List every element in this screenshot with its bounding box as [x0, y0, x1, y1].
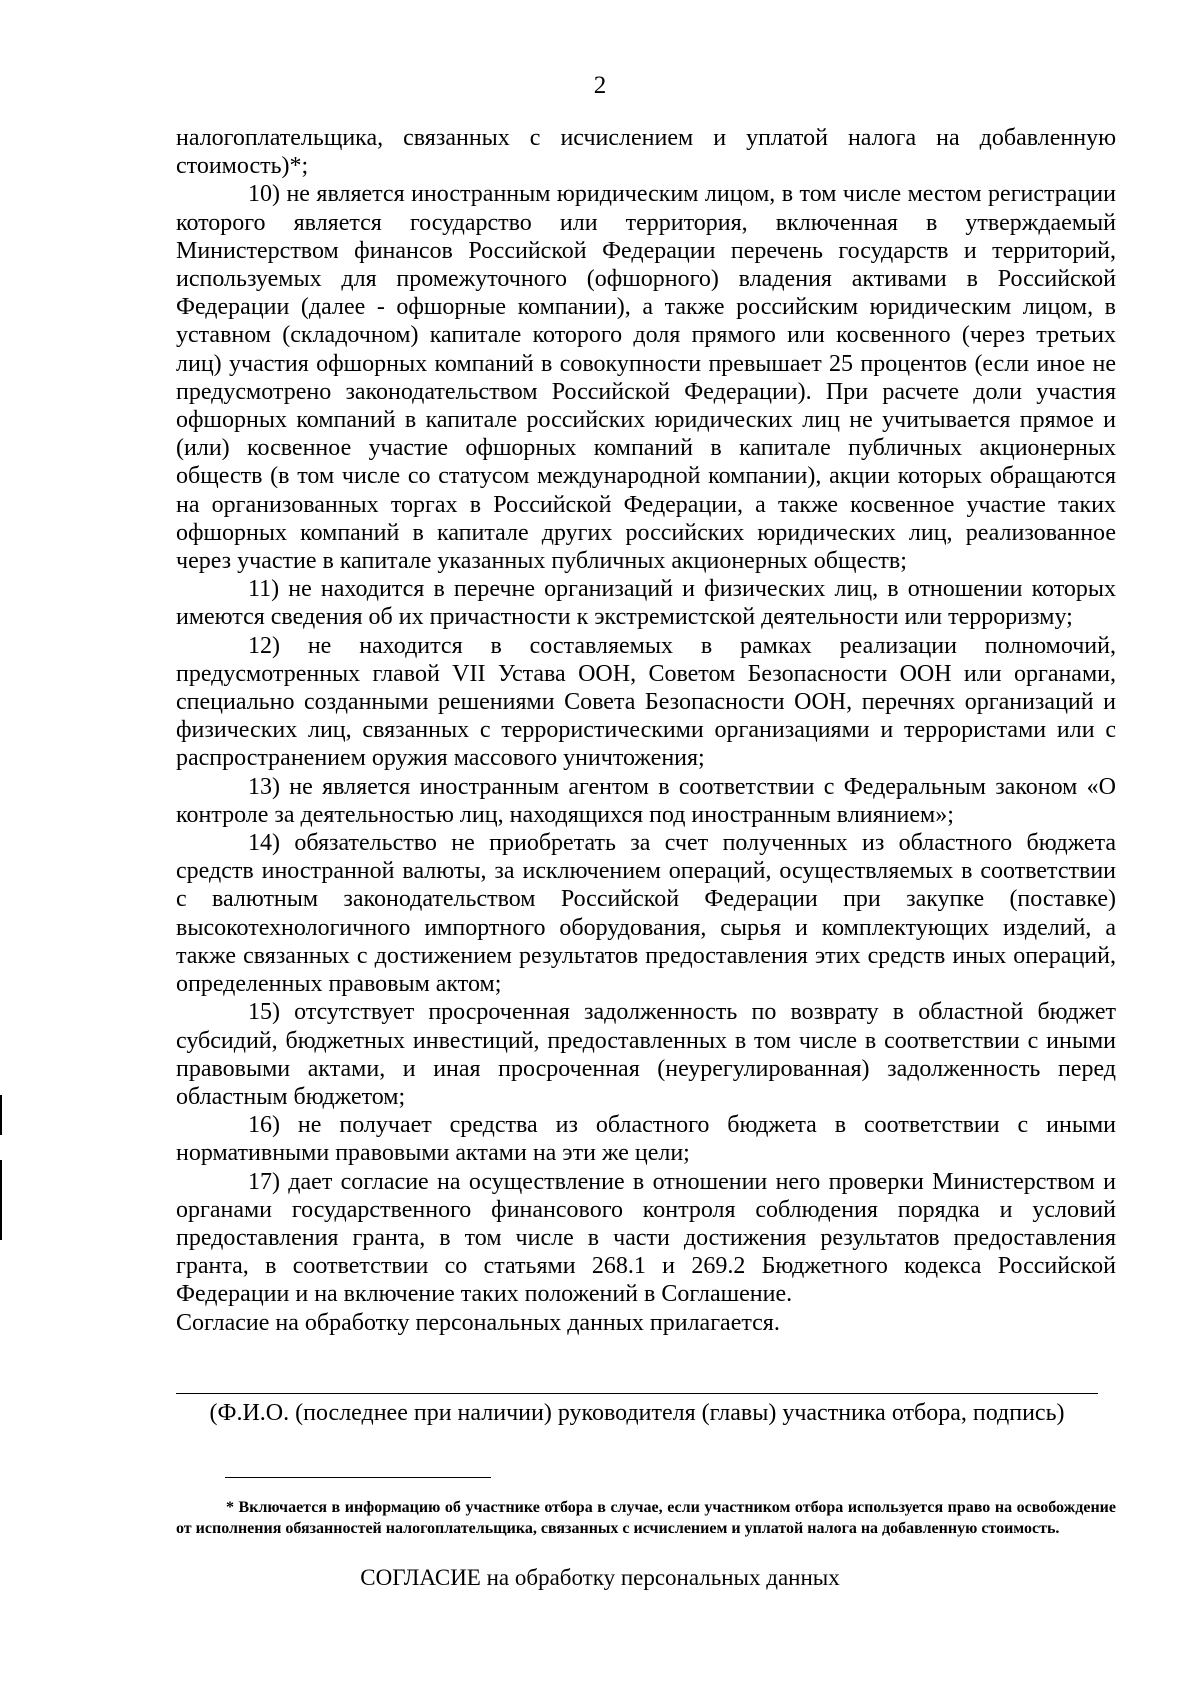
- footnote: [176, 1497, 1116, 1539]
- paragraph-item-16: 16) не получает средства из областного бюджета в соответствии с иными нормативными правовыми актами на эти же цели;: [176, 1112, 1116, 1167]
- footnote-separator: [225, 1477, 491, 1478]
- consent-attached-note: Согласие на обработку персональных данных прилагается.: [176, 1309, 780, 1336]
- paragraph-item-11: 11) не находится в перечне организаций и физических лиц, в отношении которых имеются сведения об их причастности к экстремистской деятельности или терроризму;: [176, 576, 1116, 631]
- signature-line: [176, 1393, 1098, 1394]
- page-number: 2: [593, 72, 607, 99]
- consent-heading: СОГЛАСИЕ на обработку персональных данных: [360, 1565, 840, 1590]
- footnote-text: * Включается в информацию об участнике отбора в случае, если участником отбора используется право на освобождение от исполнения обязанностей налогоплательщика, связанных с исчислением и уплатой налога на добавленную стоимость.: [176, 1499, 1116, 1537]
- paragraph-continuation: налогоплательщика, связанных с исчислением и уплатой налога на добавленную стоимость)*;: [176, 125, 1116, 180]
- paragraph-item-14: 14) обязательство не приобретать за счет полученных из областного бюджета средств иностранной валюты, за исключением операций, осуществляемых в соответствии с валютным законодательством Российской Федерации при закупке (поставке) высокотехнологичного импортного оборудования, сырья и комплектующих изделий, а также связанных с достижением результатов предоставления этих средств иных операций, определенных правовым актом;: [176, 830, 1116, 998]
- document-body: [176, 124, 1116, 1337]
- scan-edge-mark: [0, 1160, 2, 1240]
- paragraph-item-10: 10) не является иностранным юридическим лицом, в том числе местом регистрации которого является государство или территория, включенная в утверждаемый Министерством финансов Российской Федерации перечень государств и территорий, используемых для промежуточного (офшорного) владения активами в Российской Федерации (далее - офшорные компании), а также российским юридическим лицом, в уставном (складочном) капитале которого доля прямого или косвенного (через третьих лиц) участия офшорных компаний в совокупности превышает 25 процентов (если иное не предусмотрено законодательством Российской Федерации). При расчете доли участия офшорных компаний в капитале российских юридических лиц не учитывается прямое и (или) косвенное участие офшорных компаний в капитале публичных акционерных обществ (в том числе со статусом международной компании), акции которых обращаются на организованных торгах в Российской Федерации, а также косвенное участие таких офшорных компаний в капитале других российских юридических лиц, реализованное через участие в капитале указанных публичных акционерных обществ;: [176, 181, 1116, 575]
- paragraph-item-12: 12) не находится в составляемых в рамках реализации полномочий, предусмотренных главой VII Устава ООН, Советом Безопасности ООН или органами, специально созданными решениями Совета Безопасности ООН, перечнях организаций и физических лиц, связанных с террористическими организациями и террористами или с распространением оружия массового уничтожения;: [176, 632, 1116, 772]
- signature-caption: (Ф.И.О. (последнее при наличии) руководителя (главы) участника отбора, подпись): [209, 1400, 1065, 1426]
- paragraph-item-17: 17) дает согласие на осуществление в отношении него проверки Министерством и органами государственного финансового контроля соблюдения порядка и условий предоставления гранта, в том числе в части достижения результатов предоставления гранта, в соответствии со статьями 268.1 и 269.2 Бюджетного кодекса Российской Федерации и на включение таких положений в Соглашение.: [176, 1168, 1116, 1308]
- scan-edge-mark: [0, 1095, 2, 1135]
- paragraph-item-13: 13) не является иностранным агентом в соответствии с Федеральным законом «О контроле за деятельностью лиц, находящихся под иностранным влиянием»;: [176, 773, 1116, 828]
- paragraph-item-15: 15) отсутствует просроченная задолженность по возврату в областной бюджет субсидий, бюджетных инвестиций, предоставленных в том числе в соответствии с иными правовыми актами, и иная просроченная (неурегулированная) задолженность перед областным бюджетом;: [176, 999, 1116, 1110]
